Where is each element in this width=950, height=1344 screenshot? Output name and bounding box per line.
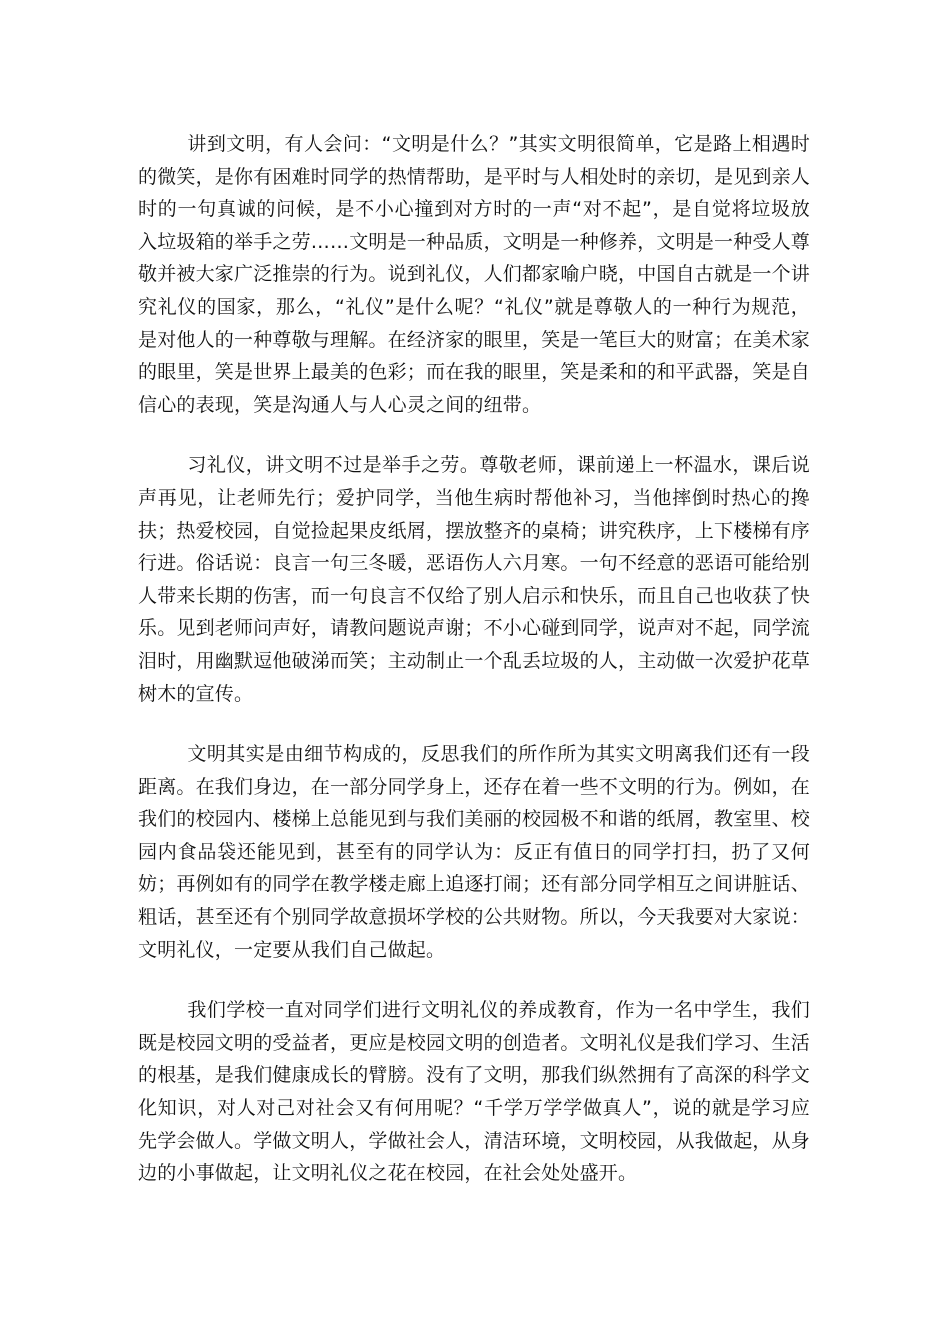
paragraph-2: 习礼仪，讲文明不过是举手之劳。尊敬老师，课前递上一杯温水，课后说声再见，让老师先行；爱护同学，当他生病时帮他补习，当他摔倒时热心的搀扶；热爱校园，自觉捡起果皮纸屑，摆放整齐的桌椅；讲究秩序，上下楼梯有序行进。俗话说：良言一句三冬暖，恶语伤人六月寒。一句不经意的恶语可能给别人带来长期的伤害，而一句良言不仅给了别人启示和快乐，而且自己也收获了快乐。见到老师问声好，请教问题说声谢；不小心碰到同学，说声对不起，同学流泪时，用幽默逗他破涕而笑；主动制止一个乱丢垃圾的人，主动做一次爱护花草树木的宣传。 bbox=[138, 454, 811, 705]
paragraph-4: 我们学校一直对同学们进行文明礼仪的养成教育，作为一名中学生，我们既是校园文明的受益者，更应是校园文明的创造者。文明礼仪是我们学习、生活的根基，是我们健康成长的臂膀。没有了文明，那我们纵然拥有了高深的科学文化知识，对人对己对社会又有何用呢？“千学万学学做真人”，说的就是学习应先学会做人。学做文明人，学做社会人，清洁环境，文明校园，从我做起，从身边的小事做起，让文明礼仪之花在校园，在社会处处盛开。 bbox=[138, 999, 811, 1185]
paragraph-1: 讲到文明，有人会问：“文明是什么？”其实文明很简单，它是路上相遇时的微笑，是你有困难时同学的热情帮助，是平时与人相处时的亲切，是见到亲人时的一句真诚的问候，是不小心撞到对方时的一声“对不起”，是自觉将垃圾放入垃圾箱的举手之劳……文明是一种品质，文明是一种修养，文明是一种受人尊敬并被大家广泛推崇的行为。说到礼仪，人们都家喻户晓，中国自古就是一个讲究礼仪的国家，那么，“礼仪”是什么呢？“礼仪”就是尊敬人的一种行为规范，是对他人的一种尊敬与理解。在经济家的眼里，笑是一笔巨大的财富；在美术家的眼里，笑是世界上最美的色彩；而在我的眼里，笑是柔和的和平武器，笑是自信心的表现，笑是沟通人与人心灵之间的纽带。 bbox=[138, 133, 811, 416]
document-body bbox=[138, 128, 810, 1218]
paragraph-3: 文明其实是由细节构成的，反思我们的所作所为其实文明离我们还有一段距离。在我们身边，在一部分同学身上，还存在着一些不文明的行为。例如，在我们的校园内、楼梯上总能见到与我们美丽的校园极不和谐的纸屑，教室里、校园内食品袋还能见到，甚至有的同学认为：反正有值日的同学打扫，扔了又何妨；再例如有的同学在教学楼走廊上追逐打闹；还有部分同学相互之间讲脏话、粗话，甚至还有个别同学故意损坏学校的公共财物。所以，今天我要对大家说：文明礼仪，一定要从我们自己做起。 bbox=[138, 743, 811, 961]
